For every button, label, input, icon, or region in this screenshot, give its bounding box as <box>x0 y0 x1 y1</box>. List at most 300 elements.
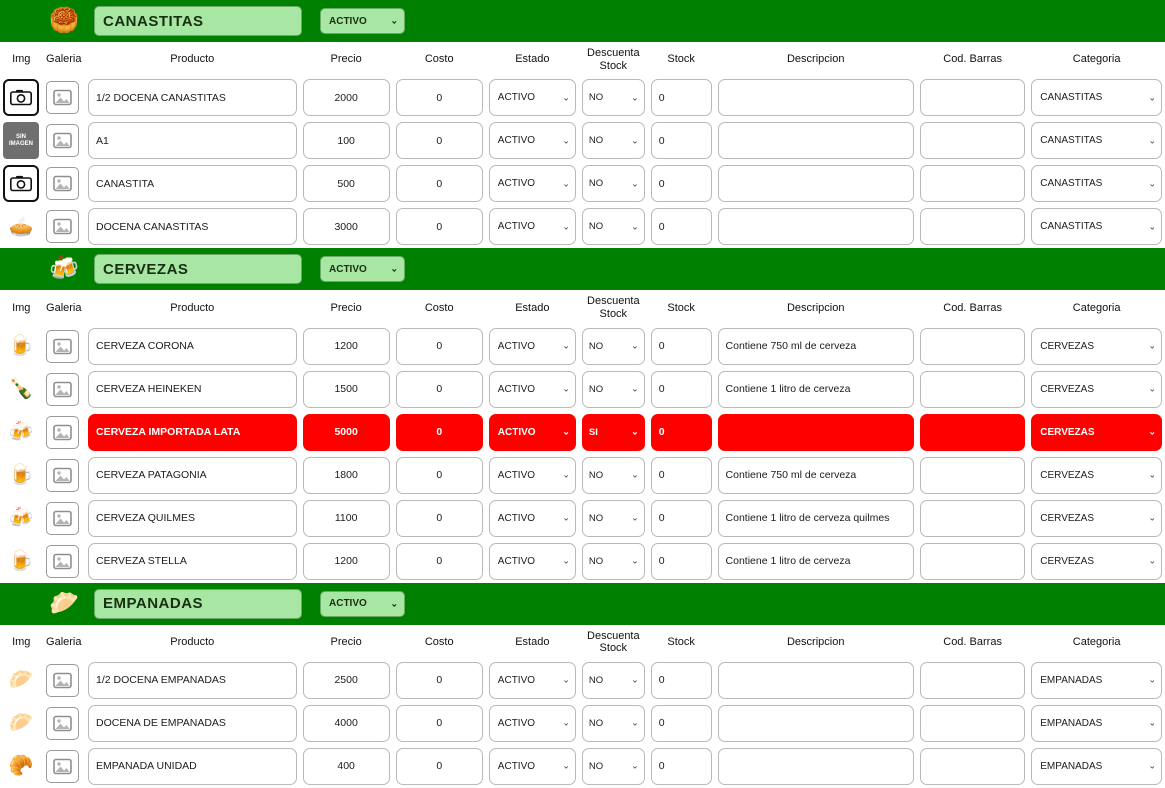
stock-input[interactable]: 0 <box>651 500 712 537</box>
categoria-select-cell <box>1028 702 1165 745</box>
header-descuenta-stock-line1: Descuenta <box>587 295 640 308</box>
estado-select[interactable] <box>489 457 576 494</box>
estado-select-value: ACTIVO <box>497 555 536 567</box>
category-thumbnail[interactable]: 🥮 <box>49 7 79 34</box>
chevron-down-icon: ⌄ <box>562 135 570 146</box>
descuenta-stock-select-cell <box>579 76 648 119</box>
descripcion-input[interactable] <box>718 208 914 245</box>
gallery-cell <box>43 745 86 788</box>
descripcion-input-cell <box>715 76 917 119</box>
costo-input[interactable]: 0 <box>396 165 483 202</box>
costo-input-cell <box>393 76 486 119</box>
header-stock: Stock <box>648 626 715 659</box>
chevron-down-icon: ⌄ <box>390 598 398 609</box>
descuenta-stock-select[interactable] <box>582 122 645 159</box>
estado-select[interactable] <box>489 500 576 537</box>
descripcion-input-cell <box>715 497 917 540</box>
cod-barras-input-cell <box>917 497 1028 540</box>
descuenta-stock-select[interactable] <box>582 328 645 365</box>
gallery-icon[interactable] <box>46 664 79 697</box>
costo-input[interactable]: 0 <box>396 79 483 116</box>
descuenta-stock-select[interactable] <box>582 165 645 202</box>
gallery-icon[interactable] <box>46 502 79 535</box>
estado-select[interactable] <box>489 208 576 245</box>
descripcion-input-cell <box>715 659 917 702</box>
chevron-down-icon: ⌄ <box>1148 760 1156 771</box>
costo-input[interactable]: 0 <box>396 457 483 494</box>
header-stock: Stock <box>648 291 715 324</box>
categoria-select[interactable] <box>1031 208 1162 245</box>
descuenta-stock-select[interactable] <box>582 705 645 742</box>
costo-input-cell <box>393 745 486 788</box>
precio-input[interactable]: 2500 <box>303 662 390 699</box>
category-state-select[interactable] <box>320 8 405 34</box>
categoria-select-cell <box>1028 205 1165 248</box>
descripcion-input[interactable] <box>718 165 914 202</box>
categoria-select[interactable] <box>1031 662 1162 699</box>
header-descripcion: Descripcion <box>715 291 917 324</box>
precio-input[interactable]: 500 <box>303 165 390 202</box>
estado-select-cell <box>486 205 579 248</box>
header-descuenta-stock <box>579 291 648 324</box>
cod-barras-input[interactable] <box>920 79 1025 116</box>
descripcion-input-cell <box>715 119 917 162</box>
costo-input[interactable]: 0 <box>396 705 483 742</box>
gallery-cell <box>43 205 86 248</box>
cod-barras-input-cell <box>917 454 1028 497</box>
table-row[interactable] <box>0 76 1165 119</box>
producto-input-cell <box>85 745 300 788</box>
descripcion-input[interactable] <box>718 79 914 116</box>
costo-input[interactable]: 0 <box>396 543 483 580</box>
chevron-down-icon: ⌄ <box>1148 717 1156 728</box>
descuenta-stock-select[interactable] <box>582 414 645 451</box>
categoria-select[interactable] <box>1031 122 1162 159</box>
descripcion-input-cell <box>715 411 917 454</box>
categoria-select-cell <box>1028 454 1165 497</box>
cod-barras-input-cell <box>917 540 1028 583</box>
image-cell <box>0 702 43 745</box>
image-cell <box>0 162 43 205</box>
table-row[interactable] <box>0 497 1165 540</box>
stock-input[interactable]: 0 <box>651 122 712 159</box>
stock-input[interactable]: 0 <box>651 371 712 408</box>
cod-barras-input-cell <box>917 659 1028 702</box>
categoria-select[interactable] <box>1031 328 1162 365</box>
stock-input-cell <box>648 119 715 162</box>
gallery-cell <box>43 76 86 119</box>
estado-select-cell <box>486 368 579 411</box>
chevron-down-icon: ⌄ <box>562 178 570 189</box>
product-thumbnail[interactable]: 🥟 <box>8 669 34 692</box>
descuenta-stock-select[interactable] <box>582 543 645 580</box>
estado-select-value: ACTIVO <box>497 760 536 772</box>
producto-input[interactable]: CERVEZA IMPORTADA LATA <box>88 414 297 451</box>
descripcion-input[interactable]: Contiene 1 litro de cerveza <box>718 371 914 408</box>
producto-input-cell <box>85 411 300 454</box>
categoria-select-value: CANASTITAS <box>1040 221 1103 233</box>
estado-select[interactable] <box>489 705 576 742</box>
stock-input-cell <box>648 162 715 205</box>
categoria-select-value: CERVEZAS <box>1040 426 1095 438</box>
table-row[interactable] <box>0 325 1165 368</box>
stock-input[interactable]: 0 <box>651 662 712 699</box>
category-header-cervezas <box>0 248 1165 291</box>
descripcion-input-cell <box>715 540 917 583</box>
header-descuenta-stock-line1: Descuenta <box>587 629 640 642</box>
stock-input-cell <box>648 325 715 368</box>
producto-input-cell <box>85 497 300 540</box>
estado-select[interactable] <box>489 328 576 365</box>
categoria-select[interactable] <box>1031 457 1162 494</box>
gallery-icon[interactable] <box>46 330 79 363</box>
product-thumbnail[interactable]: 🍻 <box>8 421 34 444</box>
category-state-value: ACTIVO <box>329 598 367 610</box>
table-row[interactable] <box>0 368 1165 411</box>
producto-input-cell <box>85 119 300 162</box>
precio-input[interactable]: 400 <box>303 748 390 785</box>
descripcion-input[interactable]: Contiene 1 litro de cerveza <box>718 543 914 580</box>
header-producto: Producto <box>85 43 300 76</box>
cod-barras-input[interactable] <box>920 208 1025 245</box>
costo-input[interactable]: 0 <box>396 122 483 159</box>
category-thumbnail[interactable]: 🥟 <box>49 589 79 617</box>
categoria-select-value: CERVEZAS <box>1040 340 1094 352</box>
precio-input[interactable]: 1200 <box>303 543 390 580</box>
product-thumbnail[interactable]: 🍺 <box>8 464 34 487</box>
categoria-select[interactable] <box>1031 748 1162 785</box>
category-header-empanadas <box>0 583 1165 626</box>
descuenta-stock-select[interactable] <box>582 208 645 245</box>
descuenta-stock-select[interactable] <box>582 371 645 408</box>
descuenta-stock-select-value: NO <box>588 221 604 233</box>
header-img: Img <box>0 43 43 76</box>
descuenta-stock-select-cell <box>579 659 648 702</box>
header-descuenta-stock <box>579 43 648 76</box>
producto-input[interactable]: DOCENA DE EMPANADAS <box>88 705 297 742</box>
estado-select-value: ACTIVO <box>497 469 536 481</box>
categoria-select-cell <box>1028 540 1165 583</box>
producto-input[interactable]: CERVEZA HEINEKEN <box>88 371 297 408</box>
estado-select[interactable] <box>489 662 576 699</box>
estado-select[interactable] <box>489 414 576 451</box>
descripcion-input[interactable] <box>718 705 914 742</box>
chevron-down-icon: ⌄ <box>631 512 639 523</box>
gallery-icon[interactable] <box>46 416 79 449</box>
stock-input[interactable]: 0 <box>651 79 712 116</box>
gallery-cell <box>43 162 86 205</box>
descuenta-stock-select-cell <box>579 368 648 411</box>
categoria-select-cell <box>1028 119 1165 162</box>
estado-select[interactable] <box>489 543 576 580</box>
precio-input[interactable]: 1100 <box>303 500 390 537</box>
precio-input[interactable]: 1500 <box>303 371 390 408</box>
categoria-select[interactable] <box>1031 371 1162 408</box>
stock-input[interactable]: 0 <box>651 457 712 494</box>
producto-input[interactable]: CERVEZA STELLA <box>88 543 297 580</box>
precio-input[interactable]: 4000 <box>303 705 390 742</box>
cod-barras-input[interactable] <box>920 328 1025 365</box>
chevron-down-icon: ⌄ <box>562 383 570 394</box>
header-cod-barras: Cod. Barras <box>917 626 1028 659</box>
descripcion-input-cell <box>715 702 917 745</box>
product-thumbnail[interactable]: 🍺 <box>8 335 34 358</box>
producto-input[interactable]: CANASTITA <box>88 165 297 202</box>
products-table <box>0 626 1165 788</box>
precio-input[interactable]: 100 <box>303 122 390 159</box>
descripcion-input[interactable] <box>718 748 914 785</box>
category-state-select[interactable] <box>320 256 405 282</box>
header-descuenta-stock-line2: Stock <box>599 307 628 320</box>
estado-select-cell <box>486 119 579 162</box>
descripcion-input-cell <box>715 368 917 411</box>
chevron-down-icon: ⌄ <box>562 426 570 437</box>
chevron-down-icon: ⌄ <box>562 760 570 771</box>
descripcion-input[interactable] <box>718 662 914 699</box>
producto-input-cell <box>85 454 300 497</box>
category-state-value: ACTIVO <box>329 263 367 275</box>
gallery-icon[interactable] <box>46 373 79 406</box>
estado-select-value: ACTIVO <box>497 717 536 729</box>
descripcion-input[interactable]: Contiene 1 litro de cerveza quilmes <box>718 500 914 537</box>
chevron-down-icon: ⌄ <box>631 555 639 566</box>
category-name-input[interactable]: CANASTITAS <box>94 6 302 36</box>
descuenta-stock-select-cell <box>579 411 648 454</box>
producto-input[interactable]: CERVEZA CORONA <box>88 328 297 365</box>
cod-barras-input[interactable] <box>920 371 1025 408</box>
chevron-down-icon: ⌄ <box>631 340 639 351</box>
descripcion-input[interactable]: Contiene 750 ml de cerveza <box>718 457 914 494</box>
costo-input[interactable]: 0 <box>396 500 483 537</box>
gallery-icon[interactable] <box>46 545 79 578</box>
categoria-select[interactable] <box>1031 414 1162 451</box>
precio-input-cell <box>300 368 393 411</box>
product-thumbnail[interactable]: 🥐 <box>8 755 34 778</box>
categoria-select-cell <box>1028 162 1165 205</box>
chevron-down-icon: ⌄ <box>562 221 570 232</box>
header-cod-barras: Cod. Barras <box>917 43 1028 76</box>
table-body <box>0 76 1165 248</box>
producto-input[interactable]: DOCENA CANASTITAS <box>88 208 297 245</box>
cod-barras-input[interactable] <box>920 705 1025 742</box>
product-thumbnail[interactable]: 🥧 <box>8 215 34 238</box>
cod-barras-input-cell <box>917 205 1028 248</box>
costo-input-cell <box>393 325 486 368</box>
products-table <box>0 43 1165 248</box>
categoria-select[interactable] <box>1031 165 1162 202</box>
table-row[interactable] <box>0 205 1165 248</box>
producto-input-cell <box>85 659 300 702</box>
chevron-down-icon: ⌄ <box>390 15 398 26</box>
gallery-icon[interactable] <box>46 707 79 740</box>
costo-input[interactable]: 0 <box>396 208 483 245</box>
product-thumbnail[interactable]: 🍻 <box>8 507 34 530</box>
stock-input[interactable]: 0 <box>651 705 712 742</box>
precio-input[interactable]: 3000 <box>303 208 390 245</box>
precio-input[interactable]: 1800 <box>303 457 390 494</box>
table-row[interactable] <box>0 119 1165 162</box>
table-row[interactable] <box>0 540 1165 583</box>
costo-input[interactable]: 0 <box>396 371 483 408</box>
header-precio: Precio <box>300 626 393 659</box>
producto-input[interactable]: EMPANADA UNIDAD <box>88 748 297 785</box>
no-image-line2: IMAGEN <box>9 140 33 147</box>
descuenta-stock-select-cell <box>579 119 648 162</box>
chevron-down-icon: ⌄ <box>1148 135 1156 146</box>
table-row[interactable] <box>0 659 1165 702</box>
camera-icon[interactable] <box>3 165 39 202</box>
image-cell <box>0 497 43 540</box>
header-producto: Producto <box>85 626 300 659</box>
descuenta-stock-select[interactable] <box>582 79 645 116</box>
descuenta-stock-select-cell <box>579 162 648 205</box>
producto-input[interactable]: 1/2 DOCENA EMPANADAS <box>88 662 297 699</box>
costo-input-cell <box>393 454 486 497</box>
category-state-select[interactable] <box>320 591 405 617</box>
table-row[interactable] <box>0 702 1165 745</box>
costo-input[interactable]: 0 <box>396 748 483 785</box>
precio-input-cell <box>300 119 393 162</box>
chevron-down-icon: ⌄ <box>631 92 639 103</box>
cod-barras-input[interactable] <box>920 457 1025 494</box>
gallery-icon[interactable] <box>46 210 79 243</box>
header-costo: Costo <box>393 43 486 76</box>
stock-input[interactable]: 0 <box>651 414 712 451</box>
product-thumbnail[interactable]: 🍺 <box>8 550 34 573</box>
cod-barras-input[interactable] <box>920 500 1025 537</box>
table-row[interactable] <box>0 162 1165 205</box>
chevron-down-icon: ⌄ <box>631 135 639 146</box>
categoria-select[interactable] <box>1031 500 1162 537</box>
header-stock: Stock <box>648 43 715 76</box>
categoria-select[interactable] <box>1031 705 1162 742</box>
categoria-select-cell <box>1028 497 1165 540</box>
categoria-select-value: CERVEZAS <box>1040 512 1094 524</box>
products-table-canastitas <box>0 43 1165 248</box>
stock-input[interactable]: 0 <box>651 543 712 580</box>
descuenta-stock-select-cell <box>579 497 648 540</box>
product-thumbnail[interactable]: 🍾 <box>8 378 34 401</box>
estado-select-value: ACTIVO <box>497 92 536 104</box>
header-descuenta-stock-line2: Stock <box>599 59 628 72</box>
descuenta-stock-select[interactable] <box>582 457 645 494</box>
gallery-icon[interactable] <box>46 750 79 783</box>
cod-barras-input[interactable] <box>920 543 1025 580</box>
category-name-input[interactable]: EMPANADAS <box>94 589 302 619</box>
descripcion-input[interactable]: Contiene 750 ml de cerveza <box>718 328 914 365</box>
stock-input[interactable]: 0 <box>651 328 712 365</box>
category-thumbnail[interactable]: 🍻 <box>49 255 79 283</box>
producto-input[interactable]: CERVEZA QUILMES <box>88 500 297 537</box>
stock-input-cell <box>648 659 715 702</box>
precio-input[interactable]: 2000 <box>303 79 390 116</box>
table-body <box>0 659 1165 788</box>
cod-barras-input-cell <box>917 119 1028 162</box>
costo-input[interactable]: 0 <box>396 662 483 699</box>
descripcion-input[interactable] <box>718 122 914 159</box>
producto-input-cell <box>85 205 300 248</box>
descuenta-stock-select-cell <box>579 205 648 248</box>
category-name-input[interactable]: CERVEZAS <box>94 254 302 284</box>
stock-input[interactable]: 0 <box>651 208 712 245</box>
precio-input[interactable]: 5000 <box>303 414 390 451</box>
estado-select-cell <box>486 702 579 745</box>
descuenta-stock-select-value: NO <box>588 717 604 729</box>
descuenta-stock-select[interactable] <box>582 500 645 537</box>
precio-input[interactable]: 1200 <box>303 328 390 365</box>
estado-select[interactable] <box>489 79 576 116</box>
producto-input[interactable]: 1/2 DOCENA CANASTITAS <box>88 79 297 116</box>
chevron-down-icon: ⌄ <box>562 340 570 351</box>
costo-input-cell <box>393 119 486 162</box>
chevron-down-icon: ⌄ <box>562 555 570 566</box>
descuenta-stock-select-value: NO <box>588 383 604 395</box>
cod-barras-input[interactable] <box>920 165 1025 202</box>
estado-select-cell <box>486 497 579 540</box>
chevron-down-icon: ⌄ <box>631 469 639 480</box>
stock-input[interactable]: 0 <box>651 165 712 202</box>
costo-input-cell <box>393 659 486 702</box>
estado-select[interactable] <box>489 165 576 202</box>
estado-select[interactable] <box>489 371 576 408</box>
header-galeria: Galeria <box>43 43 86 76</box>
gallery-icon[interactable] <box>46 459 79 492</box>
descripcion-input[interactable] <box>718 414 914 451</box>
cod-barras-input[interactable] <box>920 414 1025 451</box>
stock-input-cell <box>648 702 715 745</box>
descuenta-stock-select[interactable] <box>582 662 645 699</box>
costo-input[interactable]: 0 <box>396 328 483 365</box>
stock-input[interactable]: 0 <box>651 748 712 785</box>
chevron-down-icon: ⌄ <box>562 92 570 103</box>
header-producto: Producto <box>85 291 300 324</box>
chevron-down-icon: ⌄ <box>562 674 570 685</box>
gallery-cell <box>43 368 86 411</box>
image-cell <box>0 745 43 788</box>
estado-select[interactable] <box>489 122 576 159</box>
header-estado: Estado <box>486 626 579 659</box>
categoria-select[interactable] <box>1031 543 1162 580</box>
categoria-select-cell <box>1028 325 1165 368</box>
chevron-down-icon: ⌄ <box>1148 426 1156 437</box>
header-descripcion: Descripcion <box>715 626 917 659</box>
descuenta-stock-select[interactable] <box>582 748 645 785</box>
gallery-icon[interactable] <box>46 167 79 200</box>
gallery-icon[interactable] <box>46 124 79 157</box>
descripcion-input-cell <box>715 162 917 205</box>
gallery-icon[interactable] <box>46 81 79 114</box>
chevron-down-icon: ⌄ <box>1148 555 1156 566</box>
producto-input[interactable]: A1 <box>88 122 297 159</box>
costo-input[interactable]: 0 <box>396 414 483 451</box>
estado-select[interactable] <box>489 748 576 785</box>
cod-barras-input[interactable] <box>920 122 1025 159</box>
categoria-select-value: CANASTITAS <box>1040 135 1103 147</box>
product-thumbnail[interactable]: 🥟 <box>8 712 34 735</box>
descuenta-stock-select-cell <box>579 745 648 788</box>
descuenta-stock-select-value: NO <box>588 92 604 104</box>
descuenta-stock-select-value: NO <box>588 512 604 524</box>
table-row[interactable] <box>0 745 1165 788</box>
table-row[interactable] <box>0 454 1165 497</box>
table-row[interactable] <box>0 411 1165 454</box>
header-descuenta-stock <box>579 626 648 659</box>
producto-input[interactable]: CERVEZA PATAGONIA <box>88 457 297 494</box>
camera-icon[interactable] <box>3 79 39 116</box>
cod-barras-input[interactable] <box>920 662 1025 699</box>
cod-barras-input[interactable] <box>920 748 1025 785</box>
categoria-select[interactable] <box>1031 79 1162 116</box>
